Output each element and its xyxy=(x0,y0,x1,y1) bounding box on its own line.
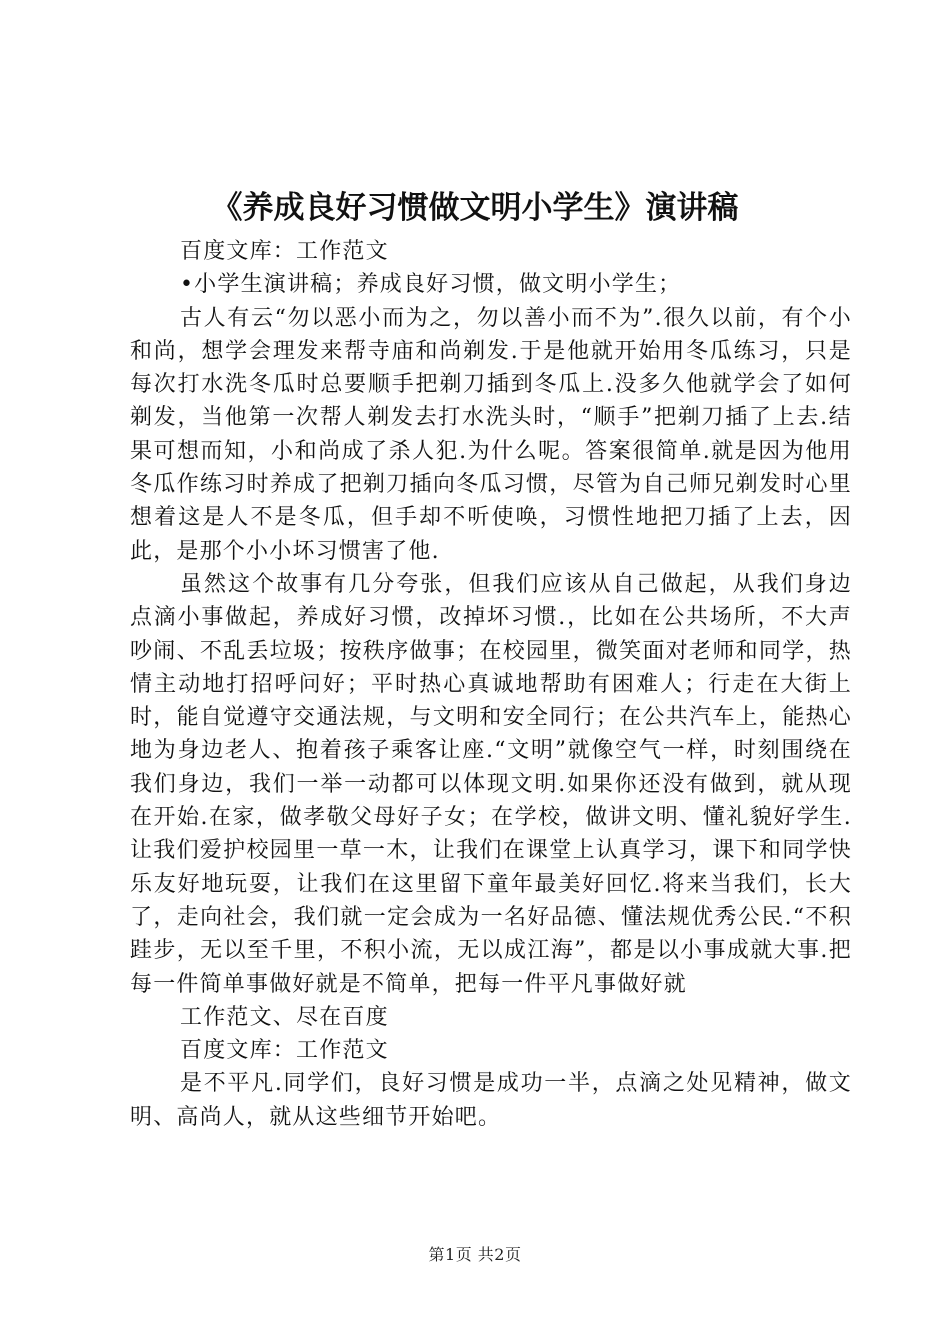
watermark-line: 工作范文、尽在百度 xyxy=(180,1004,389,1030)
paragraph-story: 古人有云“勿以恶小而为之，勿以善小而不为”.很久以前，有个小和尚，想学会理发来帮寺庙和尚剃发.于是他就开始用冬瓜练习，只是每次打水洗冬瓜时总要顺手把剃刀插到冬瓜上.没多久他就学会了如何剃发，当他第一次帮人剃发去打水洗头时，“顺手”把剃刀插了上去.结果可想而知，小和尚成了杀人犯.为什么呢。答案很简单.就是因为他用冬瓜作练习时养成了把剃刀插向冬瓜习惯，尽管为自己师兄剃发时心里想着这是人不是冬瓜，但手却不听使唤，习惯性地把刀插了上去，因此，是那个小小坏习惯害了他. xyxy=(130,305,852,564)
paragraph-closing: 是不平凡.同学们，良好习惯是成功一半，点滴之处见精神，做文明、高尚人，就从这些细节开始吧。 xyxy=(130,1071,852,1130)
document-body xyxy=(130,235,852,1134)
source-line: 百度文库：工作范文 xyxy=(180,239,389,264)
paragraph-advice: 虽然这个故事有几分夸张，但我们应该从自己做起，从我们身边点滴小事做起，养成好习惯，改掉坏习惯.，比如在公共场所，不大声吵闹、不乱丢垃圾；按秩序做事；在校园里，微笑面对老师和同学，热情主动地打招呼问好；平时热心真诚地帮助有困难人；行走在大街上时，能自觉遵守交通法规，与文明和安全同行；在公共汽车上，能热心地为身边老人、抱着孩子乘客让座.“文明”就像空气一样，时刻围绕在我们身边，我们一举一动都可以体现文明.如果你还没有做到，就从现在开始.在家，做孝敬父母好子女；在学校，做讲文明、懂礼貌好学生.让我们爱护校园里一草一木，让我们在课堂上认真学习，课下和同学快乐友好地玩耍，让我们在这里留下童年最美好回忆.将来当我们，长大了，走向社会，我们就一定会成为一名好品德、懂法规优秀公民.“不积跬步，无以至千里，不积小流，无以成江海”，都是以小事成就大事.把每一件简单事做好就是不简单，把每一件平凡事做好就 xyxy=(130,571,852,997)
document-title: 《养成良好习惯做文明小学生》演讲稿 xyxy=(211,190,739,226)
source-line-repeat: 百度文库：工作范文 xyxy=(180,1038,389,1064)
page-number: 第1页 共2页 xyxy=(428,1245,522,1264)
topic-line: •小学生演讲稿；养成良好习惯，做文明小学生； xyxy=(180,272,682,298)
